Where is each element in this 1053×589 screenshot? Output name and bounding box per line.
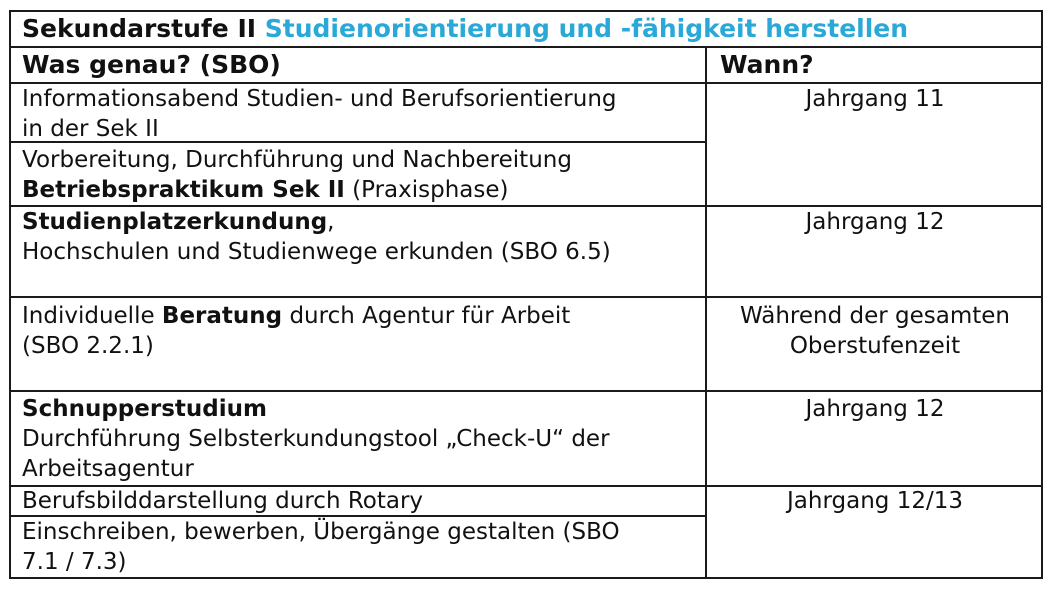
row-text-rest: (Praxisphase) xyxy=(352,177,509,203)
row-emphasis: Studienplatzerkundung xyxy=(22,209,328,235)
row-text xyxy=(22,207,693,237)
when-cell xyxy=(707,301,1043,361)
table-row xyxy=(9,301,705,361)
row-text xyxy=(22,175,693,205)
when-text: Während der gesamten xyxy=(739,303,1011,329)
title-stage: Sekundarstufe II xyxy=(22,14,257,43)
header-what: Was genau? (SBO) xyxy=(22,50,281,79)
row-emphasis: Betriebspraktikum Sek II xyxy=(22,177,345,203)
row-text-post: durch Agentur für Arbeit xyxy=(289,303,571,329)
row-emphasis: Beratung xyxy=(161,303,283,329)
table-title xyxy=(9,14,1043,44)
table-row xyxy=(9,517,705,577)
table-row xyxy=(9,207,705,267)
row-emphasis: Schnupperstudium xyxy=(22,396,267,422)
row-text: Arbeitsagentur xyxy=(22,456,194,482)
row-text: Informationsabend Studien- und Berufsorientierung xyxy=(22,86,617,112)
table-row xyxy=(9,486,705,516)
row-text-pre: Individuelle xyxy=(22,303,155,329)
row-text: Durchführung Selbsterkundungstool „Check-U“ der xyxy=(22,426,610,452)
row-text: Berufsbilddarstellung durch Rotary xyxy=(22,488,424,514)
row-comma: , xyxy=(327,209,335,235)
when-text: Oberstufenzeit xyxy=(789,333,961,359)
header-when: Wann? xyxy=(720,50,814,79)
row-text xyxy=(22,301,693,331)
when-cell: Jahrgang 12 xyxy=(805,209,945,235)
table-row xyxy=(9,145,705,205)
row-divider xyxy=(9,390,1043,392)
row-divider xyxy=(9,46,1043,48)
table-row xyxy=(9,394,705,484)
row-text: (SBO 2.2.1) xyxy=(22,333,154,359)
row-text: in der Sek II xyxy=(22,116,159,142)
title-topic: Studienorientierung und -fähigkeit herstellen xyxy=(264,14,909,43)
row-divider xyxy=(9,296,1043,298)
row-text: Vorbereitung, Durchführung und Nachbereitung xyxy=(22,147,572,173)
row-text: Einschreiben, bewerben, Übergänge gestalten (SBO xyxy=(22,519,620,545)
row-text: Hochschulen und Studienwege erkunden (SBO 6.5) xyxy=(22,239,611,265)
when-cell: Jahrgang 12 xyxy=(805,396,945,422)
when-cell: Jahrgang 12/13 xyxy=(787,488,963,514)
table-row xyxy=(9,84,705,144)
row-text: 7.1 / 7.3) xyxy=(22,549,127,575)
when-cell: Jahrgang 11 xyxy=(805,86,945,112)
